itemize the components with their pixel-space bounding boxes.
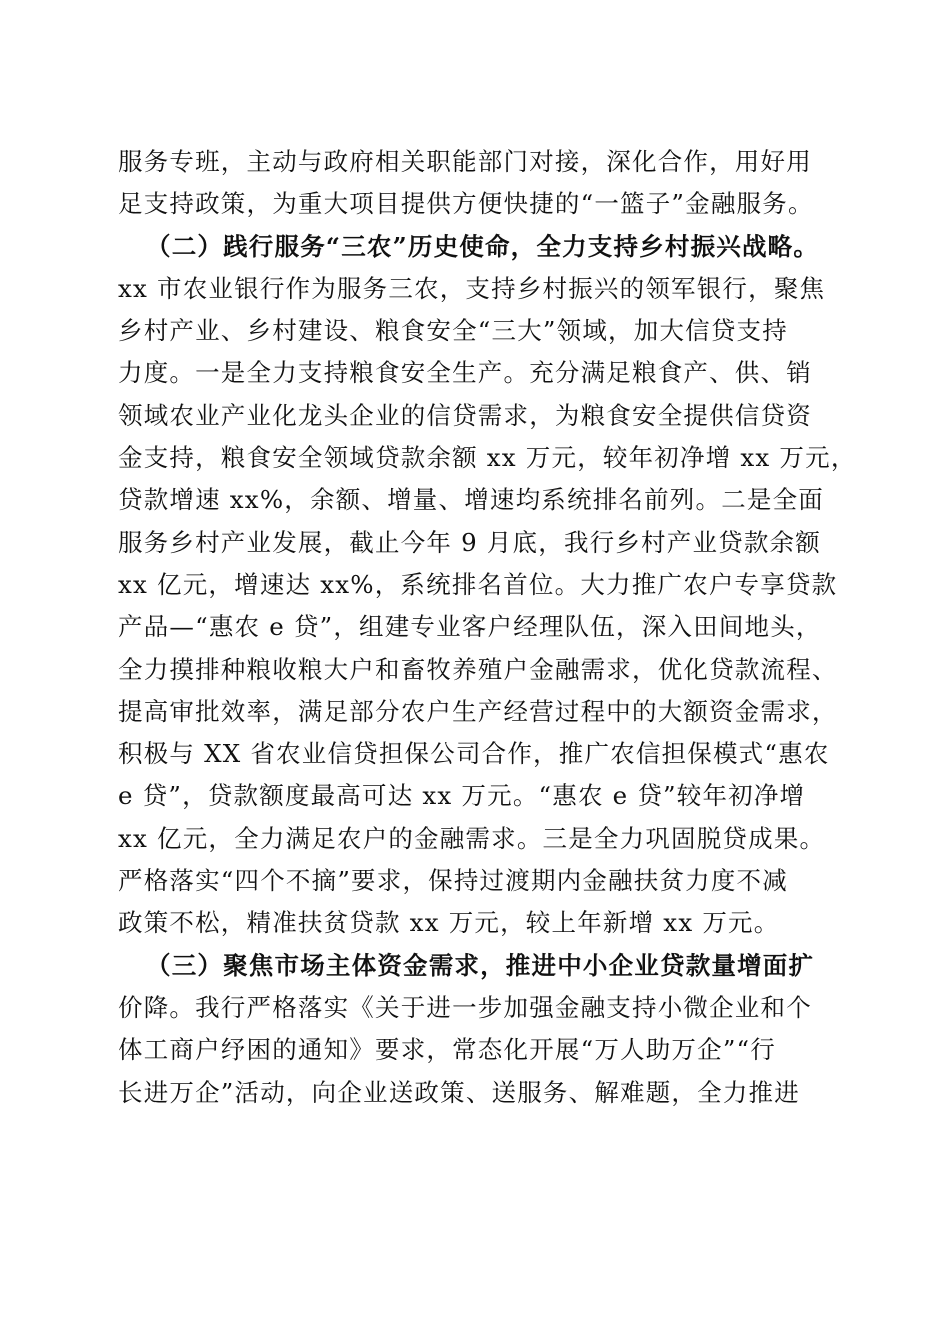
text-line: 足支持政策，为重大项目提供方便快捷的“一篮子”金融服务。 (118, 189, 814, 219)
section-heading-2: （二）践行服务“三农”历史使命，全力支持乡村振兴战略。 (146, 231, 820, 261)
section-heading-3: （三）聚焦市场主体资金需求，推进中小企业贷款量增面扩 (146, 950, 815, 980)
text-line: 严格落实“四个不摘”要求，保持过渡期内金融扶贫力度不减 (118, 866, 788, 896)
text-line: 全力摸排种粮收粮大户和畜牧养殖户金融需求，优化贷款流程、 (118, 654, 838, 684)
text-line: 体工商户纾困的通知》要求，常态化开展“万人助万企”“行 (118, 1035, 776, 1065)
text-line: 金支持，粮食安全领域贷款余额 xx 万元，较年初净增 xx 万元， (118, 443, 857, 473)
text-line: 乡村产业、乡村建设、粮食安全“三大”领域，加大信贷支持 (118, 316, 788, 346)
text-line: xx 亿元，增速达 xx%，系统排名首位。大力推广农户专享贷款 (118, 569, 838, 599)
text-line: 领域农业产业化龙头企业的信贷需求，为粮食安全提供信贷资 (118, 400, 812, 430)
text-line: 服务乡村产业发展，截止今年 9 月底，我行乡村产业贷款余额 (118, 527, 821, 557)
text-line: 积极与 XX 省农业信贷担保公司合作，推广农信担保模式“惠农 (118, 739, 830, 769)
text-line: 贷款增速 xx%，余额、增量、增速均系统排名前列。二是全面 (118, 485, 824, 515)
text-line: 服务专班，主动与政府相关职能部门对接，深化合作，用好用 (118, 147, 812, 176)
text-line: xx 亿元，全力满足农户的金融需求。三是全力巩固脱贷成果。 (118, 823, 826, 853)
text-line: 力度。一是全力支持粮食安全生产。充分满足粮食产、供、销 (118, 358, 812, 388)
text-line: xx 市农业银行作为服务三农，支持乡村振兴的领军银行，聚焦 (118, 273, 826, 303)
body-text (118, 141, 857, 1114)
text-line: e 贷”，贷款额度最高可达 xx 万元。“惠农 e 贷”较年初净增 (118, 781, 806, 811)
text-line: 提高审批效率，满足部分农户生产经营过程中的大额资金需求， (118, 696, 838, 726)
text-line: 产品—“惠农 e 贷”，组建专业客户经理队伍，深入田间地头， (118, 612, 822, 642)
text-line: 政策不松，精准扶贫贷款 xx 万元，较上年新增 xx 万元。 (118, 908, 780, 938)
text-line: 长进万企”活动，向企业送政策、送服务、解难题，全力推进 (118, 1077, 800, 1107)
text-line: 价降。我行严格落实《关于进一步加强金融支持小微企业和个 (118, 992, 812, 1022)
